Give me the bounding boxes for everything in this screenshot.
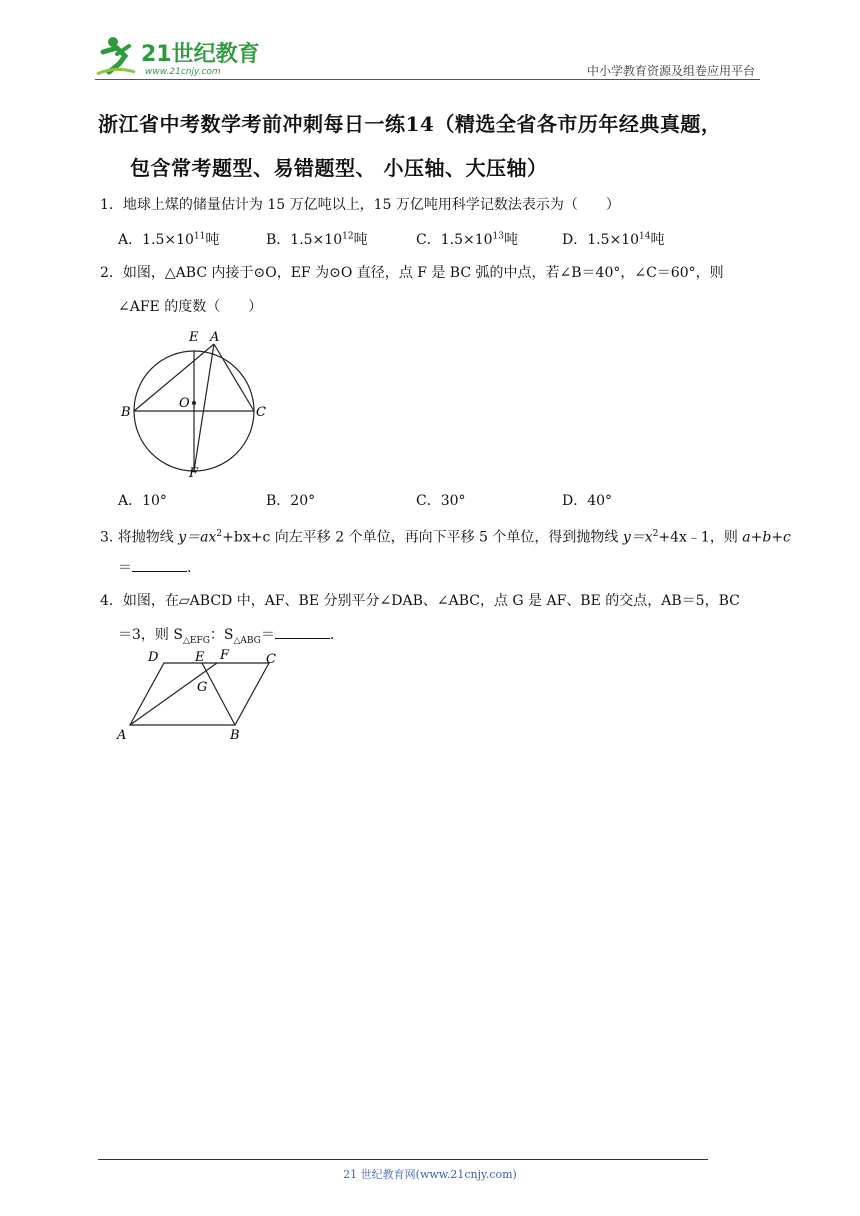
- label-o: O: [179, 396, 190, 411]
- label-f: F: [220, 648, 230, 663]
- label-b: B: [121, 405, 131, 420]
- page-title-line2: 包含常考题型、易错题型、 小压轴、大压轴）: [130, 156, 548, 180]
- question-4-line2: ＝3，则 $S_{\triangle EFG}$：$S_{\triangle ABG}=$ .: [118, 624, 334, 651]
- question-4-line1: 4．如图，在▱ABCD 中，AF、BE 分别平分∠DAB、∠ABC，点 G 是 AF、BE 的交点，AB＝5，BC: [100, 593, 740, 609]
- footer-divider: [98, 1159, 708, 1160]
- q2-option-c: C．30°: [416, 493, 466, 509]
- q2-option-d: D．40°: [562, 493, 613, 509]
- header-divider: [95, 79, 760, 80]
- logo-url: www.21cnjy.com: [145, 67, 221, 77]
- answer-blank-4[interactable]: [275, 624, 330, 639]
- label-b: B: [230, 728, 240, 743]
- question-2-line2: ∠AFE 的度数（ ）: [118, 299, 263, 315]
- answer-blank-3[interactable]: [132, 557, 187, 572]
- label-f: F: [189, 466, 199, 480]
- question-3-line1: 3. 将抛物线 $y=ax^2+bx+c$ 向左平移 2 个单位，再向下平移 5 个单位，得到抛物线 $y=x^2+4x﹣1$，则 a+b+c: [100, 529, 791, 546]
- label-e: E: [189, 330, 199, 345]
- label-d: D: [148, 650, 159, 665]
- q2-option-a: A．10°: [118, 493, 167, 509]
- label-a: A: [117, 728, 127, 743]
- platform-name: 中小学教育资源及组卷应用平台: [586, 64, 755, 78]
- footer-link[interactable]: 21 世纪教育网(www.21cnjy.com): [343, 1168, 517, 1181]
- parallelogram-figure: [112, 645, 287, 745]
- label-g: G: [197, 680, 208, 695]
- question-3-line2: ＝ .: [118, 557, 191, 578]
- label-c: C: [266, 652, 276, 667]
- logo-text: 21世纪教育: [141, 42, 260, 67]
- site-logo: [95, 34, 265, 78]
- center-point: [192, 401, 196, 405]
- q1-option-c: C．$1.5\times 10^{13}$吨: [416, 231, 518, 248]
- q1-option-a: A．$1.5\times 10^{11}$吨: [118, 231, 220, 248]
- segment-af: [194, 344, 214, 471]
- q1-option-b: B．$1.5\times 10^{12}$吨: [266, 231, 368, 248]
- segment-ac: [214, 344, 254, 411]
- question-2-line1: 2．如图，△ABC 内接于⊙O，EF 为⊙O 直径，点 F 是 BC 弧的中点，若∠B＝40°，∠C＝60°，则: [100, 265, 724, 281]
- q2-option-b: B．20°: [266, 493, 316, 509]
- label-c: C: [256, 405, 266, 420]
- circle-figure: [115, 325, 280, 480]
- page-title-line1: 浙江省中考数学考前冲刺每日一练14（精选全省各市历年经典真题，: [98, 112, 722, 136]
- runner-logo-icon: [95, 34, 265, 78]
- q1-option-d: D．$1.5\times 10^{14}$吨: [562, 231, 665, 248]
- question-1: 1．地球上煤的储量估计为 15 万亿吨以上，15 万亿吨用科学记数法表示为（ ）: [100, 197, 620, 213]
- label-e: E: [195, 650, 205, 665]
- label-a: A: [210, 330, 220, 345]
